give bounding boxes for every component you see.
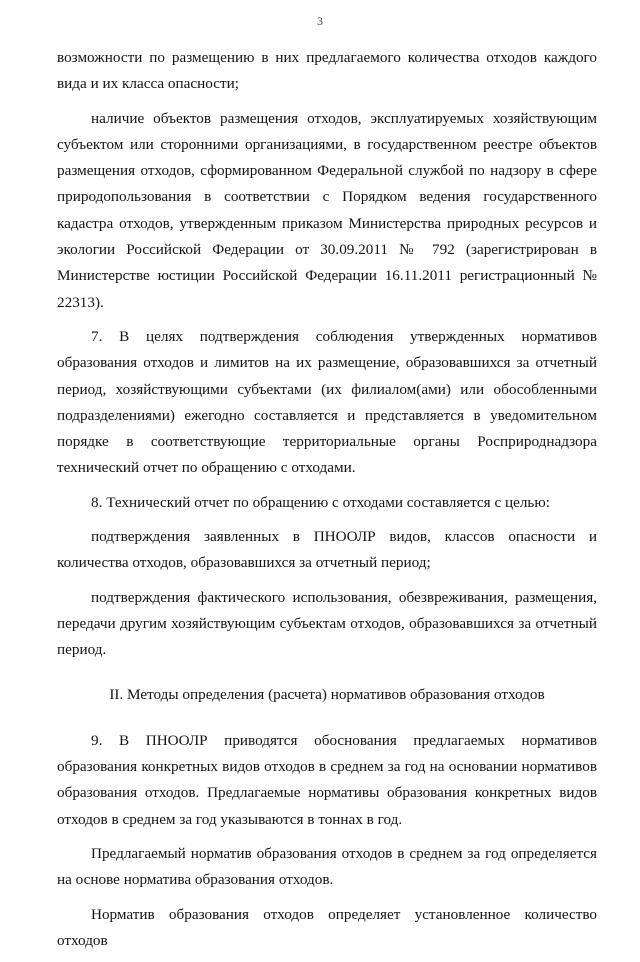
paragraph-purpose-1: подтверждения заявленных в ПНООЛР видов, классов опасности и количества отходов, образовавшихся за отчетный период; [57, 528, 597, 572]
paragraph-registry: наличие объектов размещения отходов, эксплуатируемых хозяйствующим субъектом или сторонними организациями, в государственном реестре объектов размещения отходов, сформированном Федеральной службой по надзору в сфере природопользования в соответствии с Порядком ведения государственного кадастра отходов, утвержденным приказом Министерства природных ресурсов и экологии Российской Федерации от 30.09.2011 № 792 (зарегистрирован в Министерстве юстиции Российской Федерации 16.11.2011 регистрационный № 22313). [57, 109, 597, 311]
paragraph-norm-average: Предлагаемый норматив образования отходов в среднем за год определяется на основе норматива образования отходов. [57, 845, 597, 889]
paragraph-item-8: 8. Технический отчет по обращению с отходами составляется с целью: [91, 493, 550, 511]
paragraph-purpose-2: подтверждения фактического использования, обезвреживания, размещения, передачи другим хозяйствующим субъектам отходов, образовавшихся за отчетный период. [57, 588, 597, 659]
paragraph-item-9: 9. В ПНООЛР приводятся обоснования предлагаемых нормативов образования конкретных видов отходов в среднем за год на основании нормативов образования отходов. Предлагаемые нормативы образования конкретных видов отходов в среднем за год указываются в тоннах в год. [57, 731, 597, 828]
paragraph-continuation: возможности по размещению в них предлагаемого количества отходов каждого вида и их класса опасности; [57, 49, 597, 93]
section-heading: II. Методы определения (расчета) нормативов образования отходов [109, 685, 545, 703]
paragraph-item-7: 7. В целях подтверждения соблюдения утвержденных нормативов образования отходов и лимитов на их размещение, образовавшихся за отчетный период, хозяйствующими субъектами (их филиалом(ами) или обособленными подразделениями) ежегодно составляется и представляется в уведомительном порядке в соответствующие территориальные органы Росприроднадзора технический отчет по обращению с отходами. [57, 327, 597, 477]
document-body [57, 45, 597, 962]
page-number: 3 [317, 14, 323, 28]
paragraph-norm-definition: Норматив образования отходов определяет установленное количество отходов [57, 905, 597, 949]
